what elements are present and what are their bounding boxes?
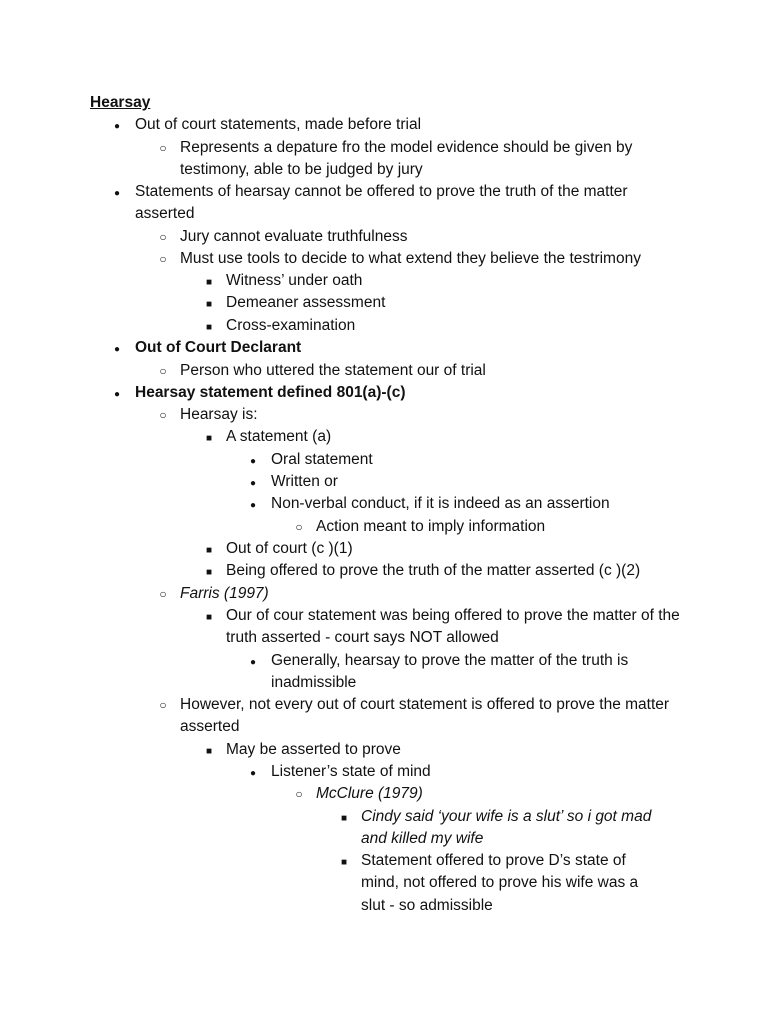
bullet-icon <box>153 226 173 248</box>
list-item-text: Statement offered to prove D’s state of mind, not offered to prove his wife was a slut - so admissible <box>361 852 639 914</box>
list-item <box>361 850 661 917</box>
list-item <box>226 292 676 314</box>
list-item-text: Non-verbal conduct, if it is indeed as an assertion <box>271 495 610 512</box>
bullet-icon <box>334 850 354 874</box>
list-item-text: Listener’s state of mind <box>271 763 431 780</box>
list-item-text: Person who uttered the statement our of trial <box>180 362 486 379</box>
list-item <box>135 114 675 136</box>
list-item <box>226 270 676 292</box>
list-item <box>226 426 676 448</box>
list-item-text: Hearsay is: <box>180 406 258 423</box>
page-title: Hearsay <box>90 94 151 111</box>
bullet-icon <box>199 426 219 450</box>
list-item <box>271 493 691 515</box>
list-item-text: Witness’ under oath <box>226 272 363 289</box>
list-item-text: Demeaner assessment <box>226 294 386 311</box>
bullet-icon <box>243 650 263 674</box>
list-item <box>271 761 676 783</box>
list-item <box>226 315 676 337</box>
bullet-icon <box>199 315 219 339</box>
bullet-icon <box>153 404 173 426</box>
list-item <box>180 360 675 382</box>
bullet-icon <box>153 137 173 159</box>
list-item-text: May be asserted to prove <box>226 741 401 758</box>
list-item <box>271 449 676 471</box>
list-item-text: Farris (1997) <box>180 585 269 602</box>
list-item-text: Being offered to prove the truth of the matter asserted (c )(2) <box>226 562 641 579</box>
list-item-text: Cindy said ‘your wife is a slut’ so i got mad and killed my wife <box>361 808 652 848</box>
bullet-icon <box>107 382 127 406</box>
bullet-icon <box>107 337 127 361</box>
bullet-icon <box>199 560 219 584</box>
list-item-text: Action meant to imply information <box>316 518 546 535</box>
list-item-text: Statements of hearsay cannot be offered to prove the truth of the matter asserted <box>135 183 628 223</box>
list-item <box>135 382 675 404</box>
list-item <box>180 248 700 270</box>
list-item <box>226 560 686 582</box>
list-item <box>180 404 675 426</box>
list-item-text: However, not every out of court statement is offered to prove the matter asserted <box>180 696 670 736</box>
list-item <box>316 516 676 538</box>
list-item <box>226 538 676 560</box>
list-item-text: Out of Court Declarant <box>135 339 302 356</box>
bullet-icon <box>243 449 263 473</box>
list-item-text: Out of court statements, made before trial <box>135 116 422 133</box>
list-item <box>135 181 675 226</box>
list-item <box>271 650 661 695</box>
list-item-text: Jury cannot evaluate truthfulness <box>180 228 408 245</box>
list-item-text: Generally, hearsay to prove the matter of the truth is inadmissible <box>271 652 629 692</box>
list-item-text: Written or <box>271 473 338 490</box>
bullet-icon <box>243 761 263 785</box>
list-item-text: Oral statement <box>271 451 373 468</box>
bullet-icon <box>334 806 354 830</box>
bullet-icon <box>199 605 219 629</box>
bullet-icon <box>153 583 173 605</box>
bullet-icon <box>199 292 219 316</box>
list-item <box>361 806 681 851</box>
list-item-text: Out of court (c )(1) <box>226 540 353 557</box>
bullet-icon <box>199 538 219 562</box>
list-item-text: Our of cour statement was being offered to prove the matter of the truth asserted - court says NOT allowed <box>226 607 680 647</box>
bullet-icon <box>199 270 219 294</box>
list-item <box>180 583 675 605</box>
bullet-icon <box>243 493 263 517</box>
list-item <box>226 739 676 761</box>
list-item-text: A statement (a) <box>226 428 332 445</box>
bullet-icon <box>153 694 173 716</box>
list-item-text: Cross-examination <box>226 317 356 334</box>
bullet-icon <box>243 471 263 495</box>
list-item <box>180 694 675 739</box>
bullet-icon <box>107 114 127 138</box>
list-item-text: Hearsay statement defined 801(a)-(c) <box>135 384 406 401</box>
list-item <box>180 137 675 182</box>
bullet-icon <box>289 516 309 538</box>
bullet-icon <box>153 248 173 270</box>
bullet-icon <box>107 181 127 205</box>
list-item <box>135 337 675 359</box>
list-item <box>271 471 676 493</box>
list-item <box>226 605 681 650</box>
bullet-icon <box>153 360 173 382</box>
bullet-icon <box>199 739 219 763</box>
list-item-text: McClure (1979) <box>316 785 423 802</box>
list-item <box>180 226 675 248</box>
list-item-text: Represents a depature fro the model evidence should be given by testimony, able to be judged by jury <box>180 139 633 179</box>
list-item-text: Must use tools to decide to what extend they believe the testrimony <box>180 250 641 267</box>
list-item <box>316 783 676 805</box>
bullet-icon <box>289 783 309 805</box>
